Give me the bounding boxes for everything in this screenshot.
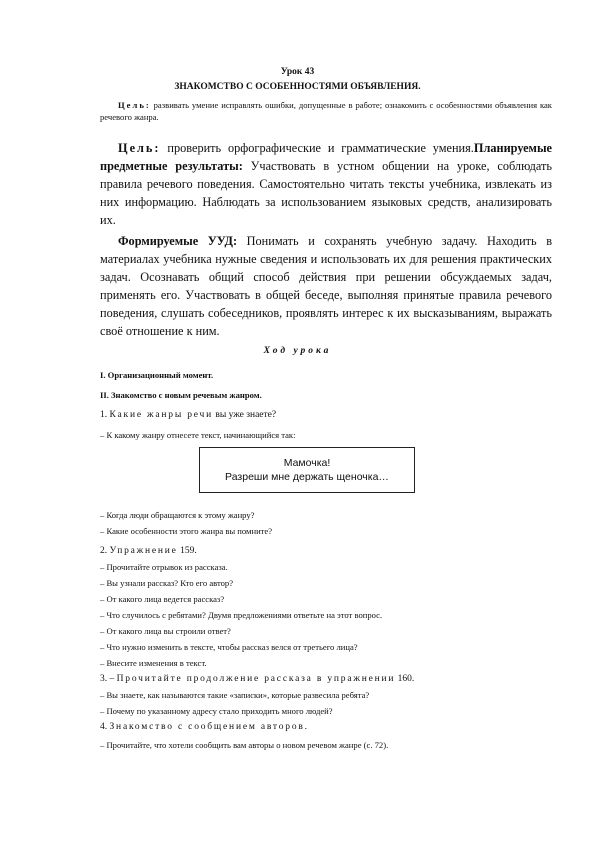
step1-spaced: Какие жанры речи <box>109 410 213 420</box>
step3-spaced: Прочитайте продолжение рассказа в упражнении <box>116 674 396 684</box>
step4-item: – Прочитайте, что хотели сообщить вам авторы о новом речевом жанре (с. 72). <box>100 740 389 750</box>
section-new-genre: II. Знакомство с новым речевым жанром. <box>100 390 262 400</box>
goal-text: развивать умение исправлять ошибки, допущенные в работе; ознакомить с особенностями объявления как речевого жанра. <box>100 100 552 122</box>
quote-box <box>199 447 415 493</box>
lesson-number: Урок 43 <box>280 67 315 77</box>
step1-rest: вы уже знаете? <box>212 410 277 420</box>
step2-num: 2. <box>100 546 110 556</box>
step2-rest: 159. <box>177 546 197 556</box>
step2-item: – Внесите изменения в текст. <box>100 658 207 668</box>
step3-item: – Вы знаете, как называются такие «записки», которые развесила ребята? <box>100 690 370 700</box>
goal-paragraph-big <box>100 140 552 230</box>
step2-item: – Вы узнали рассказ? Кто его автор? <box>100 578 234 588</box>
step4-num: 4. <box>100 722 110 732</box>
step2-item: – От какого лица вы строили ответ? <box>100 626 231 636</box>
uud-text: Понимать и сохранять учебную задачу. Находить в материалах учебника нужные сведения и использовать их для решения практических задач. Осознавать общий способ действия при решении обсуждаемых задач, применять его. Участвовать в общей беседе, выполняя принятые правила речевого поведения, слушать собеседников, проявлять интерес к их высказываниям, выражать своё отношение к ним. <box>100 234 552 338</box>
step2-item: – Что случилось с ребятами? Двумя предложениями ответьте на этот вопрос. <box>100 610 383 620</box>
goal-label-big: Цель: <box>118 141 161 155</box>
quote-line-1: Мамочка! <box>283 457 331 469</box>
section-org-moment: I. Организационный момент. <box>100 370 214 380</box>
step3-rest: 160. <box>395 674 415 684</box>
step1-num: 1. <box>100 410 110 420</box>
step2-item: – От какого лица ведется рассказ? <box>100 594 225 604</box>
goal-label: Цель: <box>118 100 151 110</box>
planned-results-text: Участвовать в устном общении на уроке, соблюдать правила речевого поведения. Самостоятельно читать тексты учебника, извлекать из них информацию. Наблюдать за использованием языковых средств, анализировать их. <box>100 158 553 227</box>
step1-after-2: – Какие особенности этого жанра вы помните? <box>100 526 273 536</box>
step3-item: – Почему по указанному адресу стало приходить много людей? <box>100 706 333 716</box>
lesson-title: ЗНАКОМСТВО С ОСОБЕННОСТЯМИ ОБЪЯВЛЕНИЯ. <box>174 82 421 92</box>
step2-spaced: Упражнение <box>109 546 178 556</box>
uud-paragraph <box>100 233 552 340</box>
step2-heading <box>100 546 552 556</box>
planned-results-label: Планируемые предметные результаты: <box>100 141 552 173</box>
quote-line-2: Разреши мне держать щеночка… <box>225 471 389 483</box>
goal-paragraph-small <box>100 100 552 123</box>
step1-question: – К какому жанру отнесете текст, начинающийся так: <box>100 430 296 440</box>
step1-heading <box>100 410 552 420</box>
step1-after-1: – Когда люди обращаются к этому жанру? <box>100 510 255 520</box>
step4-spaced: Знакомство с сообщением авторов. <box>109 722 309 732</box>
goal-text-big: проверить орфографические и грамматические умения. <box>160 141 474 155</box>
step3-heading <box>100 674 552 684</box>
step3-num: 3. – <box>100 674 117 684</box>
step2-item: – Прочитайте отрывок из рассказа. <box>100 562 228 572</box>
course-title: Ход урока <box>263 346 332 356</box>
step2-item: – Что нужно изменить в тексте, чтобы рассказ велся от третьего лица? <box>100 642 358 652</box>
uud-label: Формируемые УУД: <box>118 234 238 248</box>
step4-heading <box>100 722 552 732</box>
